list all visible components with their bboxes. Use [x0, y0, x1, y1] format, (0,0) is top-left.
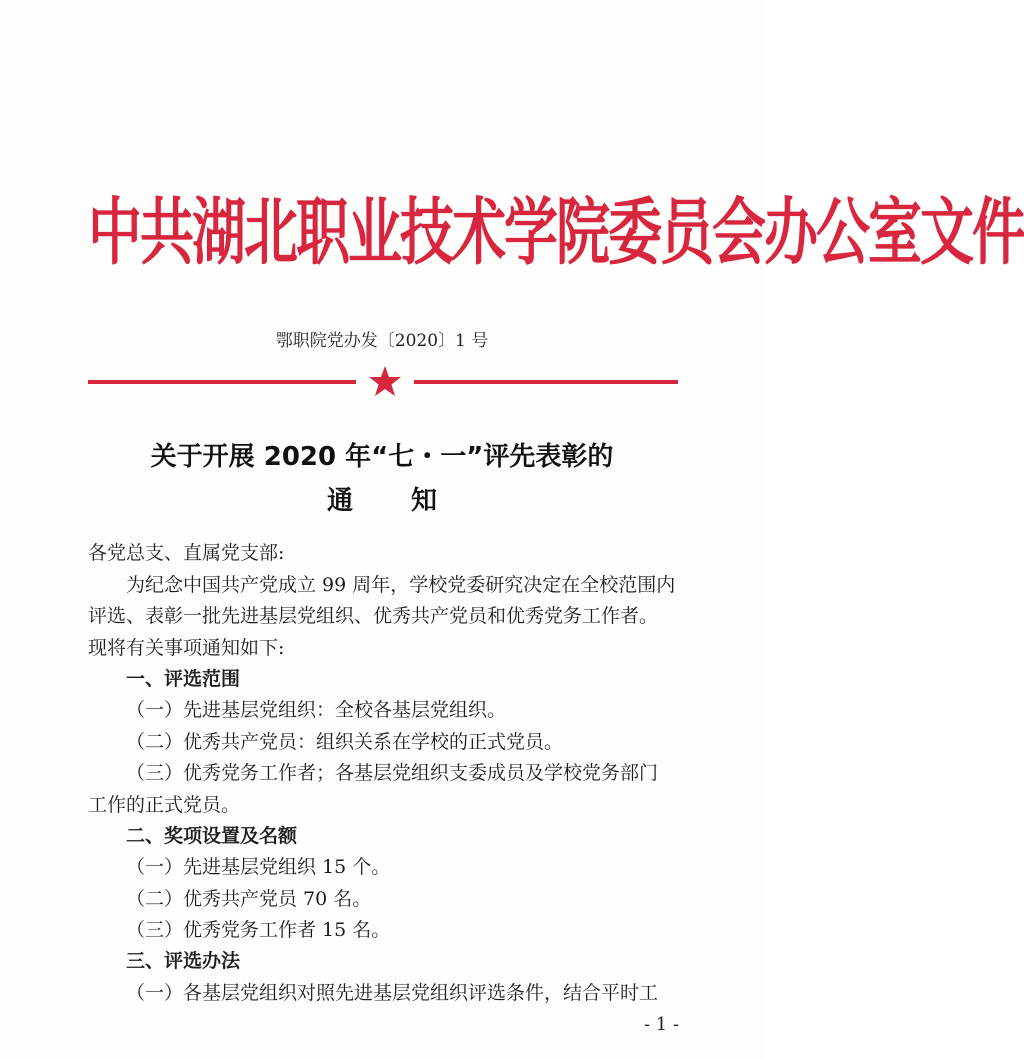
section2-item2: （二）优秀共产党员 70 名。: [126, 888, 372, 910]
section1-item1: （一）先进基层党组织：全校各基层党组织。: [126, 699, 507, 721]
intro-line3: 现将有关事项通知如下:: [88, 637, 285, 659]
star-icon: [368, 364, 402, 398]
intro-line1: 为纪念中国共产党成立 99 周年，学校党委研究决定在全校范围内: [126, 574, 676, 596]
notice-title-line1: 关于开展 2020 年“七・一”评先表彰的: [150, 442, 614, 472]
header-title: 中共湖北职业技术学院委员会办公室文件: [88, 189, 1024, 275]
intro-line2: 评选、表彰一批先进基层党组织、优秀共产党员和优秀党务工作者。: [88, 605, 659, 627]
section2-item3: （三）优秀党务工作者 15 名。: [126, 919, 391, 941]
page-number: - 1 -: [644, 1014, 680, 1035]
section3-heading: 三、评选办法: [126, 950, 241, 972]
notice-title-line2: 通知: [326, 486, 495, 516]
salutation: 各党总支、直属党支部:: [88, 542, 285, 564]
section1-heading: 一、评选范围: [126, 668, 241, 690]
section1-item3-line1: （三）优秀党务工作者；各基层党组织支委成员及学校党务部门: [126, 762, 659, 784]
section1-item2: （二）优秀共产党员：组织关系在学校的正式党员。: [126, 731, 564, 753]
red-rule-left: [88, 380, 356, 384]
section1-item3-line2: 工作的正式党员。: [88, 794, 241, 816]
section3-item1-line1: （一）各基层党组织对照先进基层党组织评选条件，结合平时工: [126, 982, 659, 1004]
red-rule-right: [414, 380, 678, 384]
section2-item1: （一）先进基层党组织 15 个。: [126, 856, 391, 878]
document-number: 鄂职院党办发〔2020〕1 号: [275, 331, 489, 351]
section2-heading: 二、奖项设置及名额: [126, 825, 298, 847]
